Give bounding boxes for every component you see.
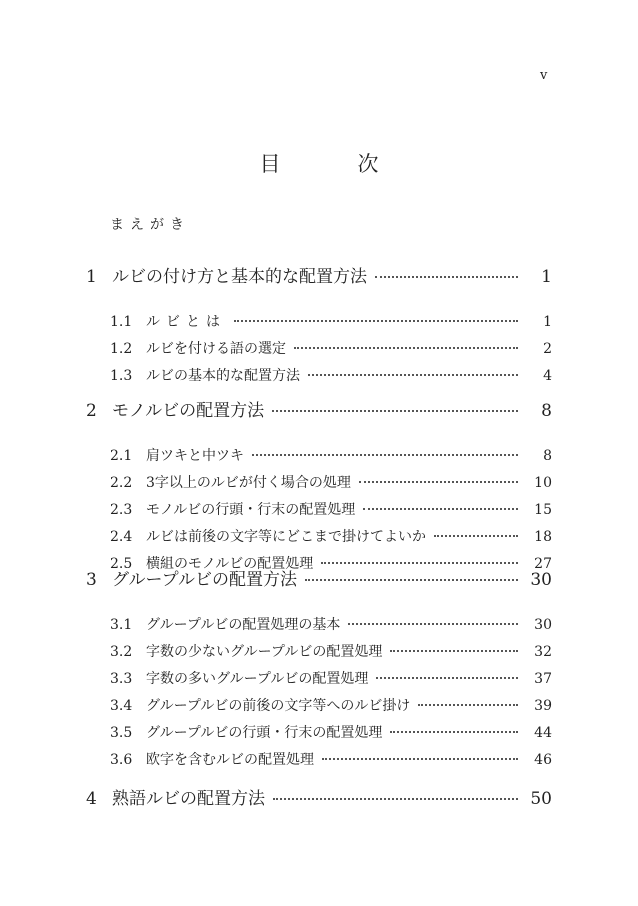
section-entry-1.1[interactable] (110, 311, 552, 331)
dot-leader (305, 578, 518, 581)
dot-leader (273, 797, 518, 800)
dot-leader (348, 622, 518, 625)
section-entry-2.3[interactable] (110, 499, 552, 519)
section-title: ルビとは (146, 314, 226, 330)
section-number: 1.3 (110, 368, 133, 384)
chapter-page-number: 50 (530, 789, 552, 809)
section-title: グループルビの行頭・行末の配置処理 (146, 725, 383, 741)
section-entry-1.2[interactable] (110, 338, 552, 358)
dot-leader (434, 534, 518, 537)
section-number: 2.2 (110, 475, 133, 491)
section-title: 3字以上のルビが付く場合の処理 (146, 475, 351, 491)
page-title: 目 次 (259, 152, 407, 176)
dot-leader (418, 703, 518, 706)
dot-leader (390, 730, 518, 733)
chapter-page-number: 1 (541, 267, 552, 287)
section-entry-2.4[interactable] (110, 526, 552, 546)
section-title: 字数の少ないグループルビの配置処理 (146, 644, 383, 660)
section-page-number: 1 (543, 314, 552, 330)
section-title: 字数の多いグループルビの配置処理 (146, 671, 369, 687)
section-entry-2.2[interactable] (110, 472, 552, 492)
dot-leader (363, 507, 518, 510)
section-page-number: 46 (534, 752, 552, 768)
dot-leader (321, 561, 518, 564)
chapter-number: 2 (86, 401, 97, 421)
section-page-number: 4 (543, 368, 552, 384)
dot-leader (359, 480, 518, 483)
chapter-entry-4[interactable] (86, 784, 552, 809)
section-entry-3.4[interactable] (110, 695, 552, 715)
section-title: グループルビの配置処理の基本 (146, 617, 341, 633)
page-number: v (540, 68, 548, 83)
section-page-number: 10 (534, 475, 552, 491)
section-number: 3.6 (110, 752, 133, 768)
chapter-page-number: 30 (530, 570, 552, 590)
dot-leader (390, 649, 518, 652)
section-page-number: 30 (534, 617, 552, 633)
dot-leader (272, 409, 518, 412)
chapter-title: 熟語ルビの配置方法 (112, 789, 265, 809)
dot-leader (294, 346, 518, 349)
section-entry-3.6[interactable] (110, 749, 552, 769)
dot-leader (375, 275, 518, 278)
section-page-number: 37 (534, 671, 552, 687)
section-title: 欧字を含むルビの配置処理 (146, 752, 314, 768)
dot-leader (308, 373, 518, 376)
section-number: 2.1 (110, 448, 133, 464)
section-number: 1.1 (110, 314, 133, 330)
section-number: 1.2 (110, 341, 133, 357)
chapter-number: 3 (86, 570, 97, 590)
section-title: モノルビの行頭・行末の配置処理 (146, 502, 356, 518)
chapter-title: ルビの付け方と基本的な配置方法 (112, 267, 367, 287)
section-number: 3.1 (110, 617, 133, 633)
section-title: ルビを付ける語の選定 (146, 341, 286, 357)
chapter-title: グループルビの配置方法 (112, 570, 297, 590)
section-entry-3.5[interactable] (110, 722, 552, 742)
section-page-number: 8 (543, 448, 552, 464)
section-entry-3.1[interactable] (110, 614, 552, 634)
preface-entry: まえがき (110, 217, 190, 233)
section-number: 3.3 (110, 671, 133, 687)
section-title: ルビは前後の文字等にどこまで掛けてよいか (146, 529, 426, 545)
section-title: グループルビの前後の文字等へのルビ掛け (146, 698, 411, 714)
dot-leader (252, 453, 518, 456)
dot-leader (322, 757, 518, 760)
section-entry-1.3[interactable] (110, 365, 552, 385)
section-page-number: 27 (534, 556, 552, 572)
section-number: 2.5 (110, 556, 133, 572)
chapter-entry-2[interactable] (86, 396, 552, 421)
section-page-number: 18 (534, 529, 552, 545)
section-page-number: 44 (534, 725, 552, 741)
chapter-title: モノルビの配置方法 (112, 401, 265, 421)
chapter-number: 1 (86, 267, 97, 287)
section-entry-3.2[interactable] (110, 641, 552, 661)
chapter-page-number: 8 (541, 401, 552, 421)
dot-leader (376, 676, 518, 679)
section-entry-3.3[interactable] (110, 668, 552, 688)
section-page-number: 2 (543, 341, 552, 357)
section-page-number: 39 (534, 698, 552, 714)
section-title: ルビの基本的な配置方法 (146, 368, 300, 384)
section-title: 横組のモノルビの配置処理 (146, 556, 314, 572)
section-number: 3.5 (110, 725, 133, 741)
section-entry-2.1[interactable] (110, 445, 552, 465)
chapter-entry-3[interactable] (86, 565, 552, 590)
section-number: 2.3 (110, 502, 133, 518)
chapter-number: 4 (86, 789, 97, 809)
chapter-entry-1[interactable] (86, 262, 552, 287)
section-page-number: 32 (534, 644, 552, 660)
section-title: 肩ツキと中ツキ (146, 448, 244, 464)
section-number: 3.4 (110, 698, 133, 714)
dot-leader (234, 319, 518, 322)
section-number: 3.2 (110, 644, 133, 660)
section-page-number: 15 (534, 502, 552, 518)
section-number: 2.4 (110, 529, 133, 545)
